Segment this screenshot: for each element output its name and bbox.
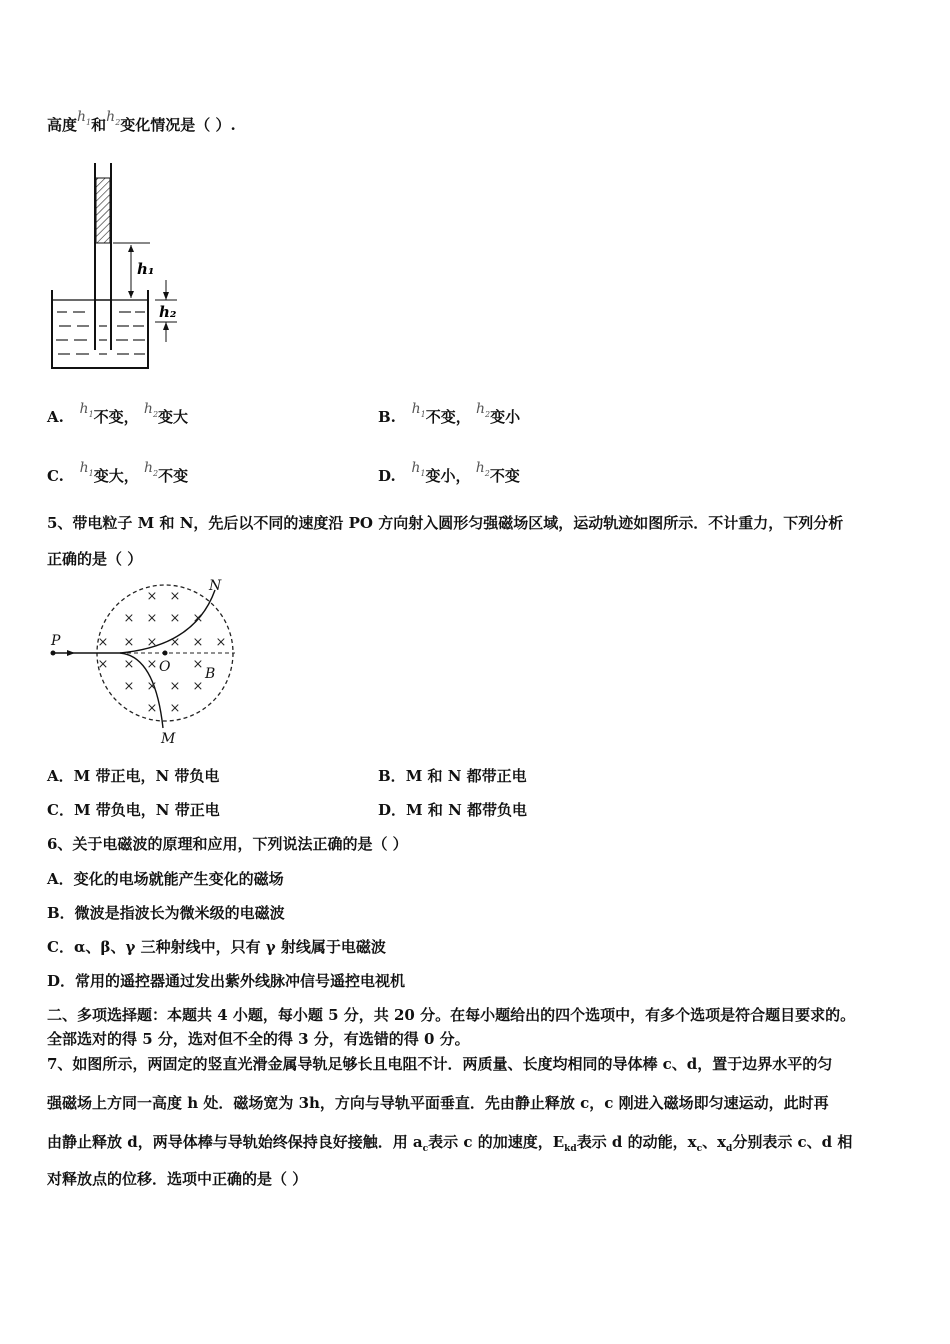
q4-stem-pre: 高度 <box>47 116 78 134</box>
label-o: O <box>159 659 171 675</box>
q4-d-t2: 不变 <box>489 467 520 485</box>
q4-b-letter: B. <box>378 408 396 426</box>
q4-a-letter: A. <box>47 408 64 426</box>
q5-option-c[interactable] <box>47 800 220 820</box>
q5-b-letter: B． <box>378 767 406 785</box>
field-cross: × <box>146 611 158 626</box>
q6-option-b[interactable]: B．微波是指波长为微米级的电磁波 <box>47 904 285 922</box>
mercury-column <box>96 178 110 243</box>
q4-c-letter: C. <box>47 467 64 485</box>
q4-option-c[interactable] <box>47 460 189 493</box>
field-cross: × <box>169 635 181 650</box>
q6-stem: 6、关于电磁波的原理和应用，下列说法正确的是（ ） <box>47 835 408 853</box>
field-cross: × <box>146 701 158 716</box>
field-cross: × <box>146 657 158 672</box>
q4-a-t2: 变大 <box>158 408 189 426</box>
field-cross: × <box>146 589 158 604</box>
q6-option-d[interactable]: D．常用的遥控器通过发出紫外线脉冲信号遥控电视机 <box>47 972 406 990</box>
q5-stem-line2: 正确的是（ ） <box>47 550 143 568</box>
var-h1: $h_1$ <box>79 401 94 419</box>
var-h2-sub: 2 <box>115 117 121 127</box>
q5-d-letter: D． <box>378 801 407 819</box>
h1-label: h₁ <box>137 260 155 278</box>
field-cross: × <box>146 635 158 650</box>
q7-line3-c: 表示 d 的动能，x <box>576 1133 697 1151</box>
q5-a-letter: A． <box>47 767 74 785</box>
q7-stem-line4: 对释放点的位移．选项中正确的是（ ） <box>47 1170 308 1188</box>
label-m: M <box>161 731 176 747</box>
q4-tube-figure <box>45 160 195 375</box>
q7-line3-c-sub: c <box>696 1144 703 1154</box>
q5-stem-line1: 5、带电粒子 M 和 N，先后以不同的速度沿 PO 方向射入圆形匀强磁场区域，运动轨迹如图所示．不计重力，下列分析 <box>47 514 844 532</box>
q7-stem-line1: 7、如图所示，两固定的竖直光滑金属导轨足够长且电阻不计．两质量、长度均相同的导体棒 c、d，置于边界水平的匀 <box>47 1055 833 1073</box>
q6-option-a[interactable]: A．变化的电场就能产生变化的磁场 <box>47 870 284 888</box>
field-cross: × <box>169 611 181 626</box>
q5-magnetic-field-figure <box>45 578 245 748</box>
var-h1: $h_1$ <box>79 460 94 478</box>
field-cross: × <box>97 657 109 672</box>
q7-line3-d: 、x <box>702 1133 727 1151</box>
label-n: N <box>209 578 222 594</box>
q4-stem <box>47 109 236 142</box>
q4-b-t2: 变小 <box>490 408 521 426</box>
q5-option-b[interactable] <box>378 766 527 786</box>
section2-line2: 全部选对的得 5 分，选对但不全的得 3 分，有选错的得 0 分。 <box>47 1030 470 1048</box>
q7-line3-e: 分别表示 c、d 相 <box>732 1133 853 1151</box>
field-cross: × <box>146 679 158 694</box>
var-h2: $h_2$ <box>143 460 159 478</box>
q4-a-t1: 不变， <box>93 408 139 426</box>
field-cross: × <box>97 635 109 650</box>
field-cross: × <box>123 657 135 672</box>
field-cross: × <box>169 589 181 604</box>
var-h1-sub: 1 <box>86 117 92 127</box>
field-cross: × <box>192 635 204 650</box>
q4-option-d[interactable] <box>378 460 520 493</box>
field-cross: × <box>123 611 135 626</box>
field-cross: × <box>169 679 181 694</box>
var-h1: $h_1$ <box>411 401 426 419</box>
var-h2: $h_2$ <box>475 401 491 419</box>
q7-line3-b: 表示 c 的加速度，E <box>428 1133 565 1151</box>
var-h1-letter: h <box>77 109 87 125</box>
var-h2-letter: h <box>106 109 116 125</box>
label-b: B <box>205 666 216 682</box>
q4-stem-post: 变化情况是（ ）. <box>120 116 236 134</box>
field-cross: × <box>192 611 204 626</box>
q7-stem-line3 <box>47 1132 852 1155</box>
container-outline <box>52 290 148 368</box>
q4-option-b[interactable] <box>378 401 521 434</box>
field-cross: × <box>123 679 135 694</box>
var-h2: $h_2$ <box>143 401 159 419</box>
q5-d-text: M 和 N 都带负电 <box>406 801 527 819</box>
q7-line3-a: 由静止释放 d，两导体棒与导轨始终保持良好接触．用 a <box>47 1133 423 1151</box>
var-h1: $h_1$ <box>411 460 426 478</box>
q5-c-text: M 带负电，N 带正电 <box>73 801 220 819</box>
q4-d-t1: 变小， <box>425 467 471 485</box>
var-h2: $h_2$ <box>475 460 490 478</box>
var-h1 <box>77 109 91 125</box>
q5-option-d[interactable] <box>378 800 527 820</box>
q4-c-t1: 变大， <box>93 467 139 485</box>
q7-line3-a-sub: c <box>422 1144 429 1154</box>
q4-stem-mid: 和 <box>91 116 107 134</box>
field-cross: × <box>169 701 181 716</box>
q7-stem-line2: 强磁场上方同一高度 h 处．磁场宽为 3h，方向与导轨平面垂直．先由静止释放 c，c 刚进入磁场即匀速运动，此时再 <box>47 1094 829 1112</box>
field-cross: × <box>192 679 204 694</box>
h2-label: h₂ <box>159 303 177 321</box>
q7-line3-b-sub: kd <box>564 1144 577 1154</box>
q6-option-c[interactable]: C．α、β、γ 三种射线中，只有 γ 射线属于电磁波 <box>47 938 386 956</box>
q4-option-a[interactable] <box>47 401 189 434</box>
field-cross: × <box>192 657 204 672</box>
q5-c-letter: C． <box>47 801 74 819</box>
section2-line1: 二、多项选择题：本题共 4 小题，每小题 5 分，共 20 分。在每小题给出的四个选项中，有多个选项是符合题目要求的。 <box>47 1006 856 1024</box>
field-cross: × <box>215 635 227 650</box>
q5-b-text: M 和 N 都带正电 <box>405 767 527 785</box>
field-cross: × <box>123 635 135 650</box>
label-p: P <box>51 633 61 649</box>
var-h2 <box>106 109 120 125</box>
q4-d-letter: D. <box>378 467 396 485</box>
q5-option-a[interactable] <box>47 766 219 786</box>
q7-line3-d-sub: d <box>726 1144 733 1154</box>
q5-a-text: M 带正电，N 带负电 <box>73 767 220 785</box>
q4-b-t1: 不变， <box>425 408 471 426</box>
q4-c-t2: 不变 <box>158 467 189 485</box>
